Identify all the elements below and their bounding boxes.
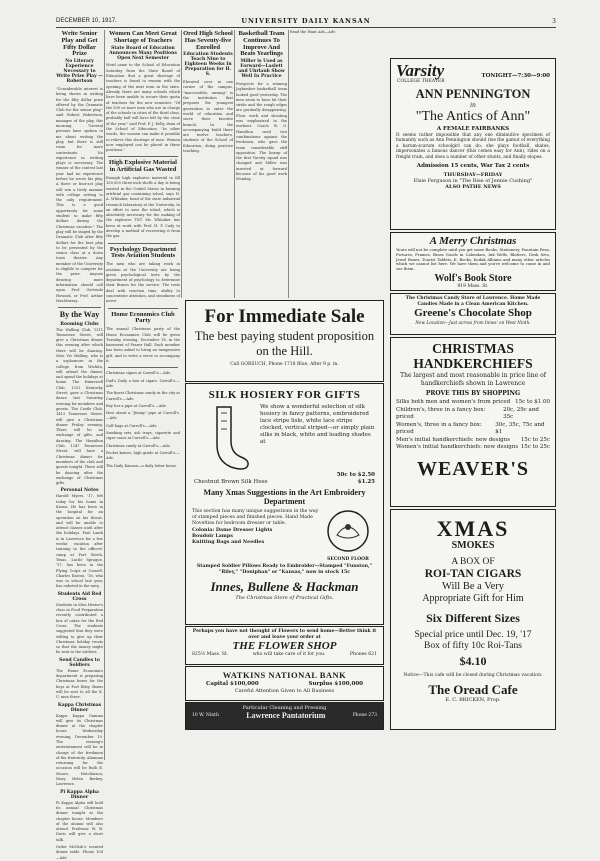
section-body: Harold Myers, '17, left today for his home in Kiowa. He has been in the hospital for an operation on his throat, and will be unable to attend classes until after the holidays. Paul Lamb is in Lawrence for a few weeks' vacation after training in the officers' camp at Fort Worth, Texas. Lucile Sprague, '17, has been in the Flying Corps at Cornell. Charles Easton, '18, who was in school last year, has enlisted in the navy. <box>56 494 103 589</box>
flower-shop-phone: Phones 621 <box>349 652 377 657</box>
price: $1.25 <box>357 479 375 485</box>
price-row <box>396 422 550 437</box>
bank-note: Careful Attention Given to All Business <box>234 688 335 694</box>
star-prep: in <box>470 102 476 109</box>
article-headline: Write Senior Play and Get Fifty Dollar Prize <box>61 30 98 58</box>
article-headline: Psychology Department Tests Aviation Students <box>109 245 177 260</box>
item-label: Women's, three in a fancy box: priced <box>396 421 482 435</box>
classified-item: Dad's Daily a box of cigars. Carroll's.—Adv. <box>106 378 180 388</box>
item-price: 15c to $1.00 <box>515 399 550 405</box>
ad-body: The best paying student proposition on the Hill. <box>194 329 375 358</box>
film-genre: A FEMALE FAIRBANKS <box>436 126 510 132</box>
star-name: ANN PENNINGTON <box>415 87 531 101</box>
flower-shop-address: 825½ Mass. St. <box>192 652 229 657</box>
price: 50c to $2.50 <box>336 472 375 478</box>
store-name: WEAVER'S <box>416 457 530 480</box>
classified-item: Pocket knives, high grade at Carroll's.—Adv. <box>106 450 180 461</box>
gift-list-item: Knitting Bags and Needles <box>192 539 265 545</box>
ad-headline: SILK HOSIERY FOR GIFTS <box>208 389 361 401</box>
pillow-price: 15c <box>340 570 351 575</box>
ad-line: Will Be a Very <box>441 581 505 592</box>
column-rule <box>234 30 235 298</box>
showtime: TONIGHT—7:30—9:00 <box>481 73 550 79</box>
section-title: Kappa Christmas Dinner <box>57 702 102 713</box>
article-headline: Home Economics Club Party <box>111 310 175 325</box>
ad-special: Special price until Dec. 19, '17 <box>414 630 532 640</box>
flower-shop-ad <box>185 626 384 665</box>
floor-label: SECOND FLOOR <box>327 557 369 562</box>
next-feature: Elsie Ferguson in "The Rise of Jennie Cushing" <box>413 178 533 185</box>
pantatorium-phone: Phone 273 <box>352 713 377 718</box>
item-label: Silks both men and women's from priced <box>396 399 511 405</box>
next-days: THURSDAY—FRIDAY <box>443 172 503 179</box>
article-body: The men who are taking work in aviation at the University are being given psychological tests by the department of psychology to determine their fitness for the service. The tests deal with reaction time, ability to concentrate attention, and steadiness of nerve. <box>106 262 180 304</box>
ad-body: Yours will not be complete until you get some Books, Stationery, Fountain Pens, Pictures, Frames, Brass Goods in Calendars, Ink Wells, Blotters, Desk Sets, Jewel Boxes, Tourist Tablets, K. Books, Kodak Albums and many other articles which we cannot list here. We have them and you're welcome to come in and see them. <box>396 247 550 272</box>
article-body: "Considerable interest is being shown in writing for the fifty dollar prize offered by the Dramatic Club for the senior play," said Robert Robertson, manager of the play, this morning. "Several persons have spoken to me about writing the play, but there is still room for more contestants. No experience in writing plays is necessary. The winner of the contest last year had no experience before he wrote his play. A three or four-act play will win a lively manner with college setting to the only requirement. This is a good opportunity for some student to make fifty dollars during the Christmas vacation." The play will be staged by the Dramatic Club after fifty dollars for the best play to be presented by the senior class at a down town theater. Any member of the University is eligible to compete for the prize. Anyone desiring more information should call upon Prof. Gertrude Howard, or Prof. Arthur MacMurray. <box>56 86 103 303</box>
classified-item: Golf bags at Carroll's.—Adv. <box>106 423 158 428</box>
cafe-name: The Oread Cafe <box>428 682 518 697</box>
also-showing: ALSO PATHE NEWS <box>445 184 501 191</box>
bank-capital: Capital $100,000 <box>206 681 259 687</box>
ad-line: A BOX OF <box>451 557 495 567</box>
column-5 <box>290 30 346 298</box>
ad-intro: The largest and most reasonable in price line of handkerchiefs shown in Lawrence <box>400 372 546 387</box>
section-body: The Walling Club, 1311 Tennessee Street, will give a Christmas dinner this evening after which there will be dancing. Miss Viv Walling, who is a sophomore in the college, from Wichita, will attend the dinner, and spend the holidays at home. The Hinnewell Club, 1312 Kentucky Street, gave a Christmas dance last Saturday evening for members and guests. The Castle Club, 1413 Tennessee Street, will give a Christmas dinner Friday evening. There will be an exchange of gifts, and dancing. The Hamilton Club, 1247 Tennessee Street, will have a Christmas dinner for members of the club and guests tonight. There will be dancing after the exchange of Christmas gifts. <box>56 327 103 486</box>
article-subhead: State Board of Education Announces Many Positions Open Next Semester <box>109 45 177 61</box>
pillow-text: Stamped Soldier Pillows Ready to Embroider—Stamped "Funston," "Riley," "Doniphan" or "Kansas," now in stock <box>196 564 373 575</box>
classified-item: How about a "Jimmy" pipe at Carroll's.—Adv. <box>106 411 180 421</box>
section-title: Students Aid Red Cross <box>57 591 102 602</box>
gift-body: This section has many unique suggestions in the way of stamped pieces and finished pieces. Hand Made Novelties for bedroom dresser or table. <box>192 509 319 526</box>
article-body: The annual Christmas party of the Home Economics Club will be given Tuesday evening, December 18, in the basement of Fraser Hall. Each member has been asked to bring an inexpensive gift, and to write a verse to accompany it. <box>106 327 180 364</box>
ad-subtitle: SMOKES <box>451 540 495 551</box>
ad-box: Box of fifty 10c Roi-Tans <box>423 641 522 651</box>
store-location: New Location—Just across from Innes' on West Ninth. <box>415 320 531 325</box>
classified-item: The finest Christmas candy in the city at Carroll's.—Adv. <box>106 391 180 401</box>
gift-list-item: Boudoir Lamps <box>192 533 233 539</box>
column-2 <box>106 30 180 760</box>
flower-shop-sub: who will take care of it for you. <box>252 652 326 657</box>
column-rule <box>104 30 105 760</box>
divider <box>108 156 178 157</box>
store-name: Greene's Chocolate Shop <box>414 307 532 319</box>
item-label: Women's initial handkerchiefs: new designs <box>396 444 519 450</box>
item-label: Children's, three in a fancy box: priced <box>396 406 486 420</box>
ad-notice: Notice—This cafe will be closed during Christmas vacation. <box>403 673 543 678</box>
classified-item: The Daily Kansan—a daily letter home. <box>106 463 178 468</box>
store-address: 919 Mass. St. <box>457 283 489 289</box>
xmas-smokes-ad <box>390 509 556 730</box>
store-logo: Innes, Bullene & Hackman <box>210 579 359 594</box>
film-description: It seems rather impossible that any one diminutive specimen of humanity such as Ann Pennington should rise the gamut of everything a harum-scarum schoolgirl can do; she plays football, skates, impersonates a famous dancer (this comes easy for Ann), rides on a freight train, and does a number of other stunts, and finally elopes. <box>396 133 550 160</box>
classified-item: Buy her a pipe at Carroll's.—Adv. <box>106 403 167 408</box>
column-4 <box>236 30 287 298</box>
section-title: Send Candies to Soldiers <box>59 657 100 668</box>
watkins-bank-ad <box>185 666 384 701</box>
pantatorium-name: Lawrence Pantatorium <box>246 711 326 720</box>
divider <box>108 367 178 368</box>
flower-shop-top: Perhaps you have not thought of Flowers to send home—Better think it over and leave your order at <box>192 629 377 640</box>
article-headline: Basketball Team Continues To Improve And Beats Yearlings <box>238 30 285 58</box>
column-3 <box>183 30 233 298</box>
price-row <box>396 444 550 452</box>
section-body: Pi Kappa Alpha will hold its annual Christmas dinner tonight at the chapter house. Members of the alumni will also attend. Professor W. W. Davis will give a short talk. <box>56 800 103 842</box>
section-body: Kappa Kappa Gamma will give its Christmas dinner at the chapter house Wednesday evening, December 19. The evening's entertainment will be in charge of the freshmen of the fraternity. Alumnae returning for the occasion will be Ruth E. Moore, Hutchinson; Mary Helen Berkey, Lawrence. <box>56 713 103 787</box>
article-subhead: Miller is Used as Forward—Laslett and Uhrlaub Show Well In Practice <box>238 59 285 80</box>
varsity-logo: Varsity <box>396 61 445 80</box>
article-body: Enough high explosive material to fill 150,000 three-inch shells a day is being wasted in the United States in burning artificial gas containing toluol, says H. A. Whitaker, head of the state industrial research laboratory at the University. In an effort to save the toluol, which is absolutely necessary for the making of the explosive TNT, Mr. Whitaker has been at work with Prof. H. P. Cady to develop a method of recovering it from the gas. <box>106 176 180 239</box>
gift-headline: Many Xmas Suggestions in the Art Embroidery Department <box>203 488 366 506</box>
pillow-illustration <box>325 509 371 553</box>
ad-top: The Christmas Candy Store of Lawrence. Home Made Candies Made in a Clean American Kitchen. <box>405 296 541 307</box>
section-body: Students in Miss Hester's class in Food Preparation recently contributed a box of cakes for the Red Cross. The students suggested that they were willing to give up their Christmas holiday treats so that the money might be sent to the soldiers. <box>56 602 103 655</box>
adv-note: Order McNish's scented dinner table. Phone 108—Adv. <box>56 845 103 860</box>
item-price: 15c to 25c <box>520 436 550 443</box>
admission-price: Admission 15 cents, War Tax 2 cents <box>416 163 530 170</box>
pantatorium-address: 10 W. Ninth <box>192 713 219 718</box>
paper-title: UNIVERSITY DAILY KANSAN <box>241 17 371 25</box>
article-body: Elevated over in one corner of the campus, "inaccessible, unsung" is the institution that prepares the youngest generation to enter the world of education and serve their favorite branch. In the accompanying build there are twelve teachers, students of the School of Education, doing practice teaching. <box>183 80 233 153</box>
column-rule <box>181 30 182 298</box>
item-label: Chestnut Brown Silk Hose <box>194 479 268 485</box>
pantatorium-line1: Particular Cleaning and Pressing <box>242 705 327 711</box>
divider <box>108 243 178 244</box>
article-subhead: No Literary Experience Necessary to Write Prize Play —Robertson <box>56 59 103 84</box>
column-rule <box>288 30 289 298</box>
store-name: Wolf's Book Store <box>434 272 512 284</box>
price-row <box>396 437 550 445</box>
film-title: "The Antics of Ann" <box>415 109 531 124</box>
ad-headline: A Merry Christmas <box>429 235 517 247</box>
classified-item: Read the Want Ads—Adv. <box>290 30 336 34</box>
store-tagline: The Christmas Store of Practical Gifts. <box>235 595 334 601</box>
price-row <box>396 407 550 422</box>
section-headline: By the Way <box>59 310 100 320</box>
theater-subtitle: COLLEGE THEATER <box>397 79 445 84</box>
article-headline: Ored High School Has Seventy-five Enrolled <box>183 30 233 51</box>
section-title: Rooming Clubs <box>60 321 99 327</box>
section-title: Pi Kappa Alpha Dinner <box>60 789 99 800</box>
section-body: The Home Economics department is preparing Christmas boxes for the boys at Fort Riley. Boxes will be sent to all the K. U. men there. <box>56 668 103 700</box>
ad-sizes: Six Different Sizes <box>426 611 520 625</box>
column-1 <box>56 30 103 860</box>
hosiery-body: We show a wonderful selection of silk hosiery in fancy patterns, embroidered lace stripe lisle, white lace stripe clocked, vertical striped—or simply plain silks in black, white and leading shades at <box>260 404 375 445</box>
bank-surplus: Surplus $100,000 <box>308 681 363 687</box>
ad-prove: PROVE THIS BY SHOPPING <box>425 390 521 397</box>
divider <box>108 308 178 309</box>
price-row <box>396 399 550 407</box>
bank-name: WATKINS NATIONAL BANK <box>222 670 347 680</box>
item-price: 15c to 25c <box>520 444 550 450</box>
ad-contact: Call GORSUCH, Phone 1718 Blue, After 9 p. m. <box>230 362 339 367</box>
masthead <box>56 16 556 28</box>
classified-item: Christmas cigars at Carroll's.—Adv. <box>106 371 171 376</box>
section-title: Personal Notes <box>60 488 99 494</box>
divider <box>58 307 101 308</box>
article-headline: Women Can Meet Great Shortage of Teachers <box>109 30 177 44</box>
article-subhead: Education Students Teach Nine to Eighteen Weeks In Preparation for H. S. <box>183 52 233 78</box>
silk-hosiery-ad <box>185 383 384 625</box>
immediate-sale-ad <box>185 300 384 382</box>
article-body: Prospects for a winning Jayhawker basketball team looked good yesterday. The men seem to have hit their stride and the rough edges are gradually disappearing. Floor work and shooting was emphasized in the workout. Coach W. O. Hamilton used two combinations against the freshmen, who gave the team considerable stiff opposition. The lineup of the first Varsity squad was changed and Miller was inserted at forward because of his good work Monday. <box>236 82 287 182</box>
pantatorium-ad <box>185 702 384 730</box>
article-headline: High Explosive Material in Artificial Gas Wasted <box>109 159 177 174</box>
gift-list-item: Colonia: Dame Dresser Lights <box>192 527 273 533</box>
issue-date: DECEMBER 10, 1917. <box>56 18 117 24</box>
stocking-illustration <box>192 404 260 472</box>
classified-item: Smoking sets, ash trays, cigarette and cigar cases at Carroll's.—Adv. <box>106 431 180 441</box>
item-label: Men's initial handkerchiefs: new designs <box>396 436 511 443</box>
ad-line: Appropriate Gift for Him <box>422 593 524 604</box>
handkerchiefs-ad <box>390 337 556 507</box>
ad-line: ROI-TAN CIGARS <box>424 568 522 580</box>
item-price: 30c, 35c, 75c and $1 <box>495 421 545 435</box>
page-number: 3 <box>552 18 556 25</box>
greene-chocolate-ad <box>390 293 556 335</box>
item-price: 20c, 29c and 35c <box>503 406 539 420</box>
varsity-theater-ad <box>390 58 556 230</box>
cafe-owner: E. C. BRICKEN, Prop. <box>445 697 501 703</box>
wolfs-book-store-ad <box>390 232 556 291</box>
ad-title: XMAS <box>436 516 510 541</box>
ad-price: $4.10 <box>459 654 487 668</box>
flower-shop-name: THE FLOWER SHOP <box>232 640 337 652</box>
ad-headline: CHRISTMAS HANDKERCHIEFS <box>413 341 533 371</box>
ad-headline: For Immediate Sale <box>204 306 365 327</box>
pillow-offer <box>186 563 383 577</box>
article-body: Word came to the School of Education Saturday from the State Board of Education that a great shortage of teachers is found to remain with the opening of the next term in the state. Already there are many schools which have been unable to secure their quota of teachers for the new semester. "Of the 500 or more men who are in charge of the schools in cities of the third class, probably half will have left by the close of the year," said Prof. F. J. Kelly, dean of the School of Education. "In other words, the women can make it possible to relieve this shortage of men. Women now employed can be placed in these positions." <box>106 63 180 153</box>
classified-item: Christmas candy at Carroll's.—Adv. <box>106 443 171 448</box>
